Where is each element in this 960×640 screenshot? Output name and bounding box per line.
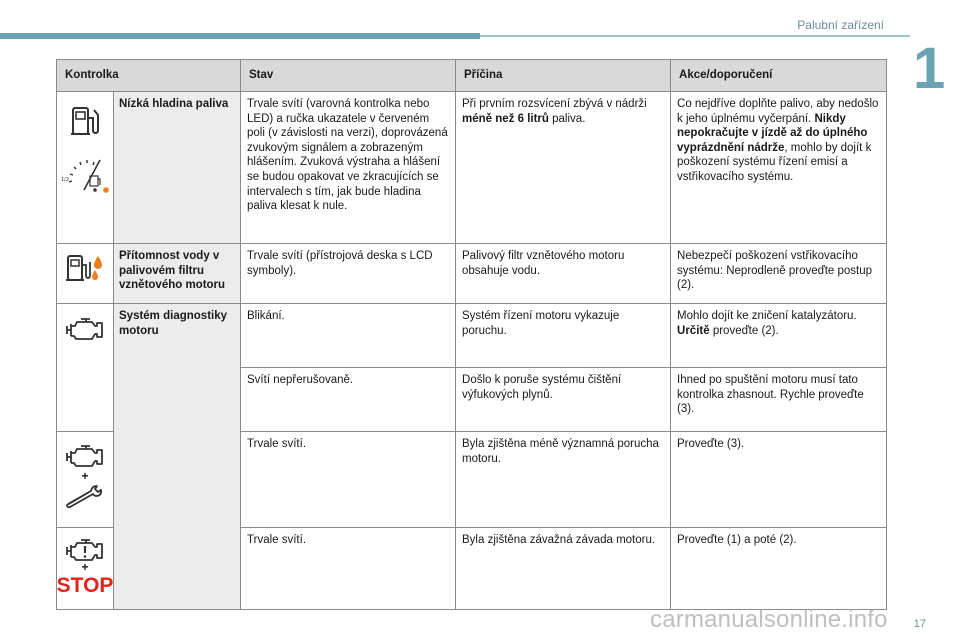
header-bar-right	[480, 35, 910, 37]
plus-sign: +	[81, 469, 89, 483]
engine-warning-icon	[66, 442, 104, 468]
plus-sign: +	[81, 560, 89, 574]
row-stav: Svítí nepřerušovaně.	[241, 368, 456, 432]
table-row	[57, 304, 887, 368]
column-header-stav: Stav	[241, 60, 456, 92]
header-bar-left	[0, 33, 480, 39]
row-name: Přítomnost vody v palivovém filtru vznětového motoru	[114, 244, 241, 304]
warning-lights-table	[56, 59, 887, 610]
wrench-icon	[65, 484, 105, 510]
fuel-pump-icon	[68, 104, 102, 138]
column-header-kontrolka: Kontrolka	[57, 60, 241, 92]
fuel-gauge-icon	[60, 152, 110, 196]
section-title: Palubní zařízení	[797, 18, 884, 32]
page-number: 17	[913, 618, 926, 630]
row-pricina: Palivový filtr vznětového motoru obsahuje vodu.	[456, 244, 671, 304]
icon-cell	[57, 244, 114, 304]
chapter-number: 1	[913, 36, 946, 101]
row-pricina: Systém řízení motoru vykazuje poruchu.	[456, 304, 671, 368]
stop-icon	[56, 573, 114, 597]
row-name: Systém diagnostiky motoru	[114, 304, 241, 610]
row-akce: Nebezpečí poškození vstřikovacího systému: Neprodleně proveďte postup (2).	[671, 244, 887, 304]
watermark: carmanualsonline.info	[650, 606, 888, 633]
row-stav: Trvale svítí (varovná kontrolka nebo LED) a ručka ukazatele v červeném poli (v závislosti na verzi), doprovázená zvukovým signálem a zobrazeným hlášením. Zvuková výstraha a hlášení se budou opakovat ve zkracujících se intervalech s tím, jak bude hladina paliva klesat k nule.	[241, 92, 456, 244]
row-name: Nízká hladina paliva	[114, 92, 241, 244]
gauge-half-label: 1/2	[61, 177, 70, 183]
row-pricina: Byla zjištěna méně významná porucha motoru.	[456, 432, 671, 528]
table-row	[57, 92, 887, 244]
row-pricina: Byla zjištěna závažná závada motoru.	[456, 528, 671, 610]
column-header-akce: Akce/doporučení	[671, 60, 887, 92]
row-pricina: Došlo k poruše systému čištění výfukových plynů.	[456, 368, 671, 432]
row-akce: Proveďte (1) a poté (2).	[671, 528, 887, 610]
table-header-row	[57, 60, 887, 92]
row-akce: Co nejdříve doplňte palivo, aby nedošlo k jeho úplnému vyčerpání. Nikdy nepokračujte v jízdě až do úplného vyprázdnění nádrže, mohlo by dojít k poškození systému řízení emisí a vstřikovacího systému.	[671, 92, 887, 244]
row-akce: Ihned po spuštění motoru musí tato kontrolka zhasnout. Rychle proveďte (3).	[671, 368, 887, 432]
row-akce: Proveďte (3).	[671, 432, 887, 528]
icon-cell	[57, 528, 114, 610]
row-pricina: Při prvním rozsvícení zbývá v nádrži méně než 6 litrů paliva.	[456, 92, 671, 244]
row-stav: Trvale svítí.	[241, 528, 456, 610]
row-stav: Trvale svítí.	[241, 432, 456, 528]
row-akce: Mohlo dojít ke zničení katalyzátoru. Určitě proveďte (2).	[671, 304, 887, 368]
engine-warning-exclamation-icon	[66, 536, 104, 562]
row-stav: Trvale svítí (přístrojová deska s LCD symboly).	[241, 244, 456, 304]
stop-label: STOP	[56, 574, 114, 597]
water-in-fuel-icon	[65, 253, 105, 283]
engine-warning-icon	[66, 315, 104, 341]
column-header-pricina: Příčina	[456, 60, 671, 92]
row-stav: Blikání.	[241, 304, 456, 368]
icon-cell	[57, 304, 114, 432]
table-row	[57, 244, 887, 304]
icon-cell	[57, 92, 114, 244]
icon-cell	[57, 432, 114, 528]
